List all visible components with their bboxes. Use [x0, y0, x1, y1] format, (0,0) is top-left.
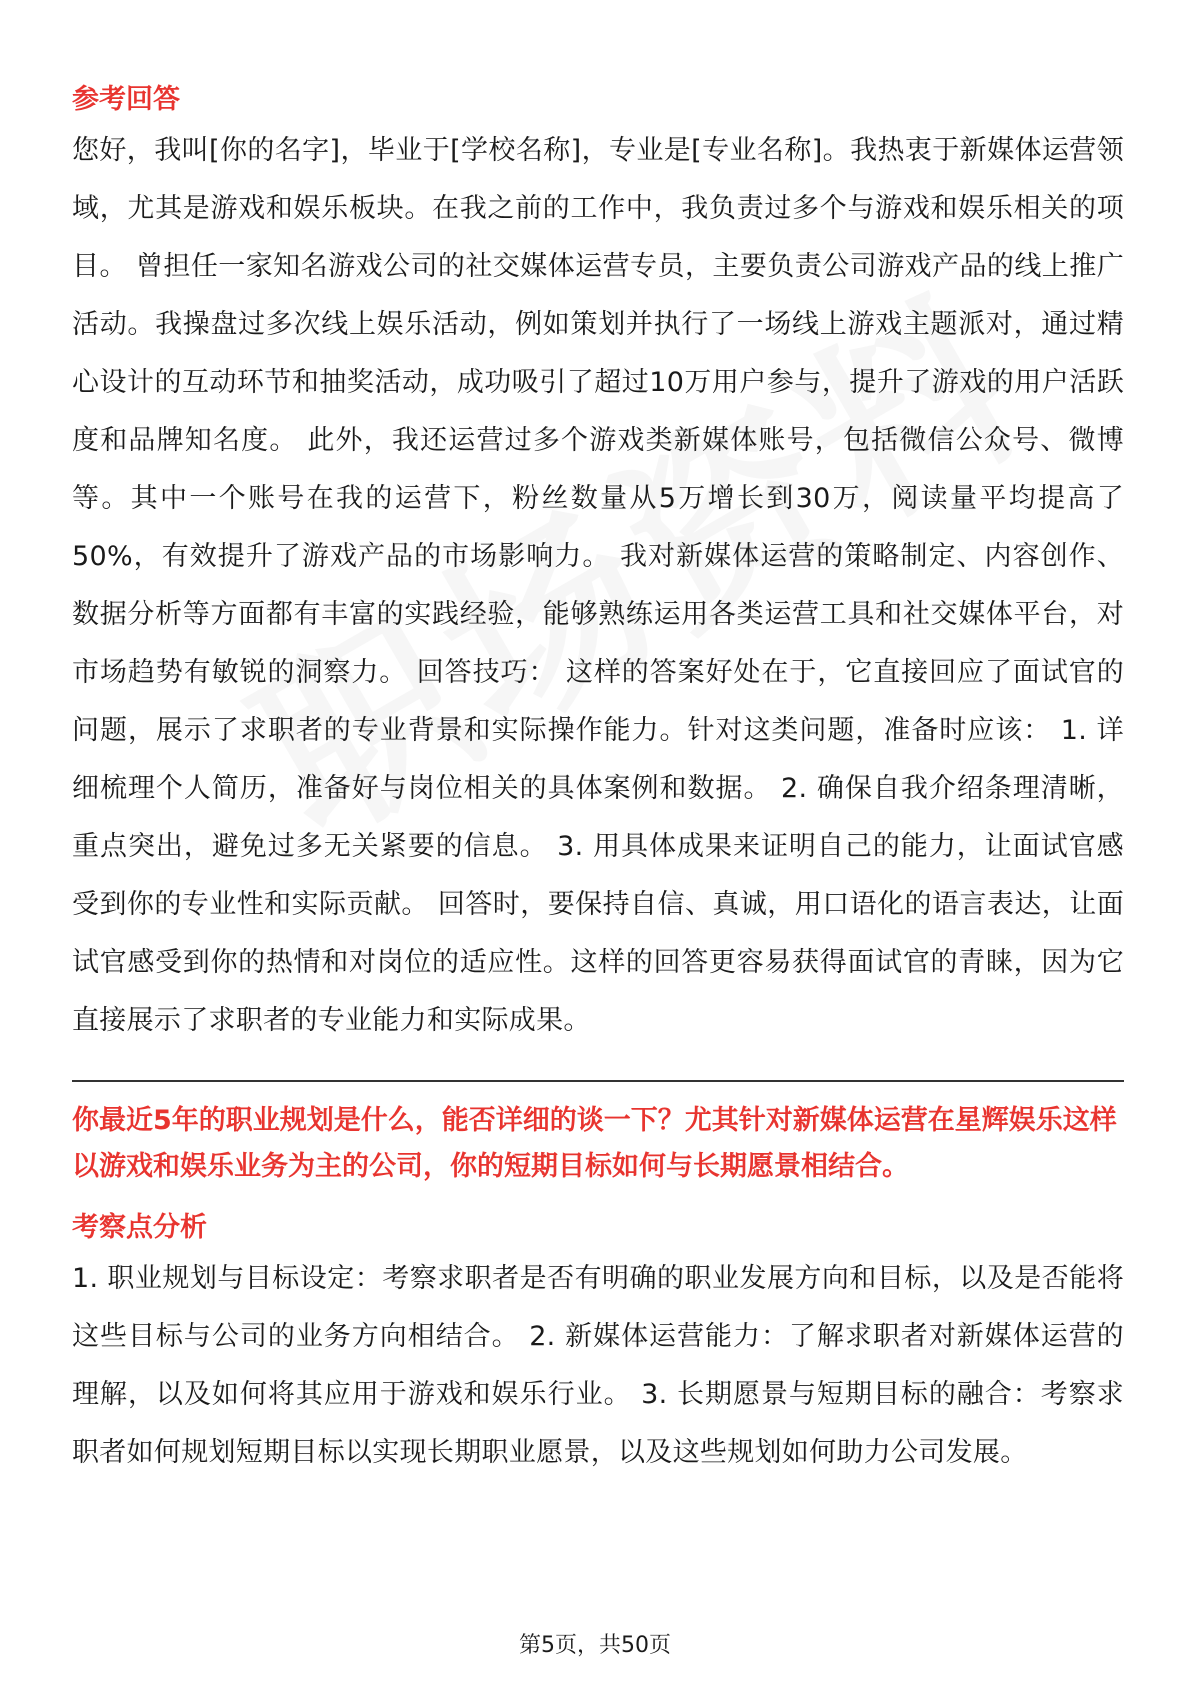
analysis-section	[72, 1206, 1124, 1482]
section-divider	[72, 1080, 1124, 1082]
analysis-text: 1. 职业规划与目标设定：考察求职者是否有明确的职业发展方向和目标，以及是否能将这些目标与公司的业务方向相结合。 2. 新媒体运营能力：了解求职者对新媒体运营的理解，以及如何将其应用于游戏和娱乐行业。 3. 长期愿景与短期目标的融合：考察求职者如何规划短期目标以实现长期职业愿景，以及这些规划如何助力公司发展。	[72, 1263, 1124, 1468]
document-page	[72, 78, 1124, 1482]
analysis-heading: 考察点分析	[72, 1212, 207, 1243]
question-text: 你最近5年的职业规划是什么，能否详细的谈一下？尤其针对新媒体运营在星辉娱乐这样以游戏和娱乐业务为主的公司，你的短期目标如何与长期愿景相结合。	[72, 1105, 1117, 1182]
answer-section	[72, 78, 1124, 1050]
page-number: 第5页，共50页	[519, 1633, 671, 1658]
answer-text: 您好，我叫[你的名字]，毕业于[学校名称]，专业是[专业名称]。我热衷于新媒体运营领域，尤其是游戏和娱乐板块。在我之前的工作中，我负责过多个与游戏和娱乐相关的项目。 曾担任一家知名游戏公司的社交媒体运营专员，主要负责公司游戏产品的线上推广活动。我操盘过多次线上娱乐活动，例如策划并执行了一场线上游戏主题派对，通过精心设计的互动环节和抽奖活动，成功吸引了超过10万用户参与，提升了游戏的用户活跃度和品牌知名度。 此外，我还运营过多个游戏类新媒体账号，包括微信公众号、微博等。其中一个账号在我的运营下，粉丝数量从5万增长到30万，阅读量平均提高了50%，有效提升了游戏产品的市场影响力。 我对新媒体运营的策略制定、内容创作、数据分析等方面都有丰富的实践经验，能够熟练运用各类运营工具和社交媒体平台，对市场趋势有敏锐的洞察力。 回答技巧： 这样的答案好处在于，它直接回应了面试官的问题，展示了求职者的专业背景和实际操作能力。针对这类问题，准备时应该： 1. 详细梳理个人简历，准备好与岗位相关的具体案例和数据。 2. 确保自我介绍条理清晰，重点突出，避免过多无关紧要的信息。 3. 用具体成果来证明自己的能力，让面试官感受到你的专业性和实际贡献。 回答时，要保持自信、真诚，用口语化的语言表达，让面试官感受到你的热情和对岗位的适应性。这样的回答更容易获得面试官的青睐，因为它直接展示了求职者的专业能力和实际成果。	[72, 135, 1124, 1036]
answer-heading: 参考回答	[72, 84, 180, 115]
